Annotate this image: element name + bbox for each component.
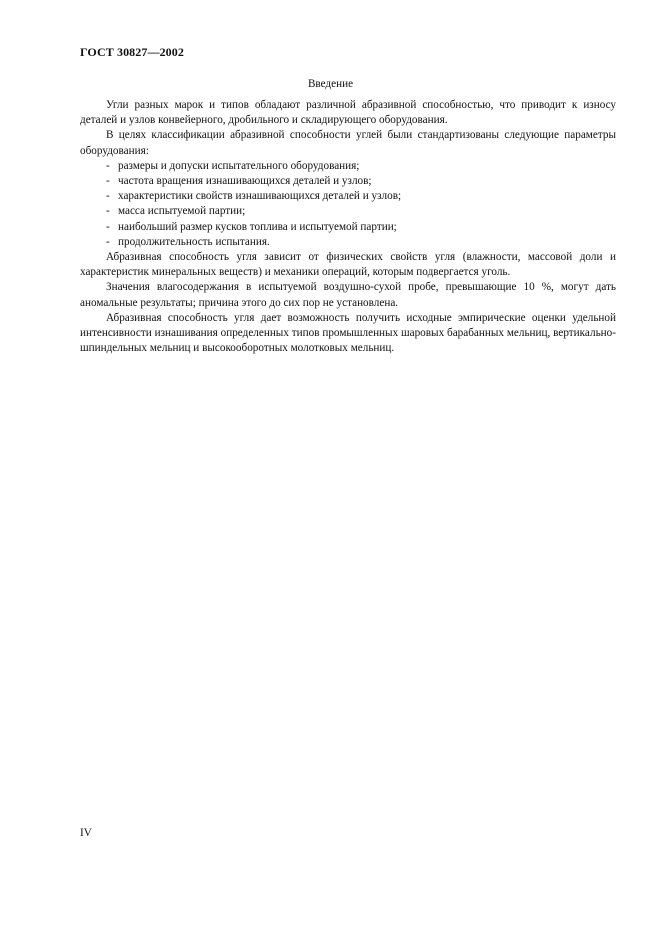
list-item <box>106 220 616 235</box>
list-item-text: наибольший размер кусков топлива и испытуемой партии; <box>118 220 397 233</box>
list-item-text: продолжительность испытания. <box>118 235 270 248</box>
bullet-dash: - <box>106 235 110 248</box>
page-number: IV <box>80 827 92 839</box>
list-item <box>106 174 616 189</box>
section-title: Введение <box>307 78 354 90</box>
list-item-text: размеры и допуски испытательного оборудования; <box>118 159 360 172</box>
paragraph-physical-properties: Абразивная способность угля зависит от физических свойств угля (влажности, массовой доли и характеристик минеральных веществ) и механики операций, которым подвергается уголь. <box>80 251 616 279</box>
list-item <box>106 235 616 250</box>
equipment-parameters-list <box>80 159 616 250</box>
list-item <box>106 189 616 204</box>
paragraph-moisture: Значения влагосодержания в испытуемой воздушно-сухой пробе, превышающие 10 %, могут дать аномальные результаты; причина этого до сих пор не установлена. <box>80 281 616 309</box>
list-item <box>106 159 616 174</box>
bullet-dash: - <box>106 175 110 188</box>
list-item-text: масса испытуемой партии; <box>118 205 246 218</box>
bullet-dash: - <box>106 220 110 233</box>
document-code: ГОСТ 30827—2002 <box>80 45 184 59</box>
paragraph-mills: Абразивная способность угля дает возможность получить исходные эмпирические оценки удельной интенсивности изнашивания определенных типов промышленных шаровых барабанных мельниц, вертикально-шпиндельных мельниц и высокооборотных молотковых мельниц. <box>80 311 616 355</box>
bullet-dash: - <box>106 159 110 172</box>
list-item-text: характеристики свойств изнашивающихся деталей и узлов; <box>118 190 402 203</box>
list-item-text: частота вращения изнашивающихся деталей и узлов; <box>118 175 372 188</box>
list-item <box>106 204 616 219</box>
paragraph-intro: Угли разных марок и типов обладают различной абразивной способностью, что приводит к износу деталей и узлов конвейерного, дробильного и складирующего оборудования. <box>80 99 616 127</box>
paragraph-classification: В целях классификации абразивной способности углей были стандартизованы следующие параметры оборудования: <box>80 129 616 157</box>
document-body <box>80 98 616 356</box>
bullet-dash: - <box>106 205 110 218</box>
bullet-dash: - <box>106 190 110 203</box>
